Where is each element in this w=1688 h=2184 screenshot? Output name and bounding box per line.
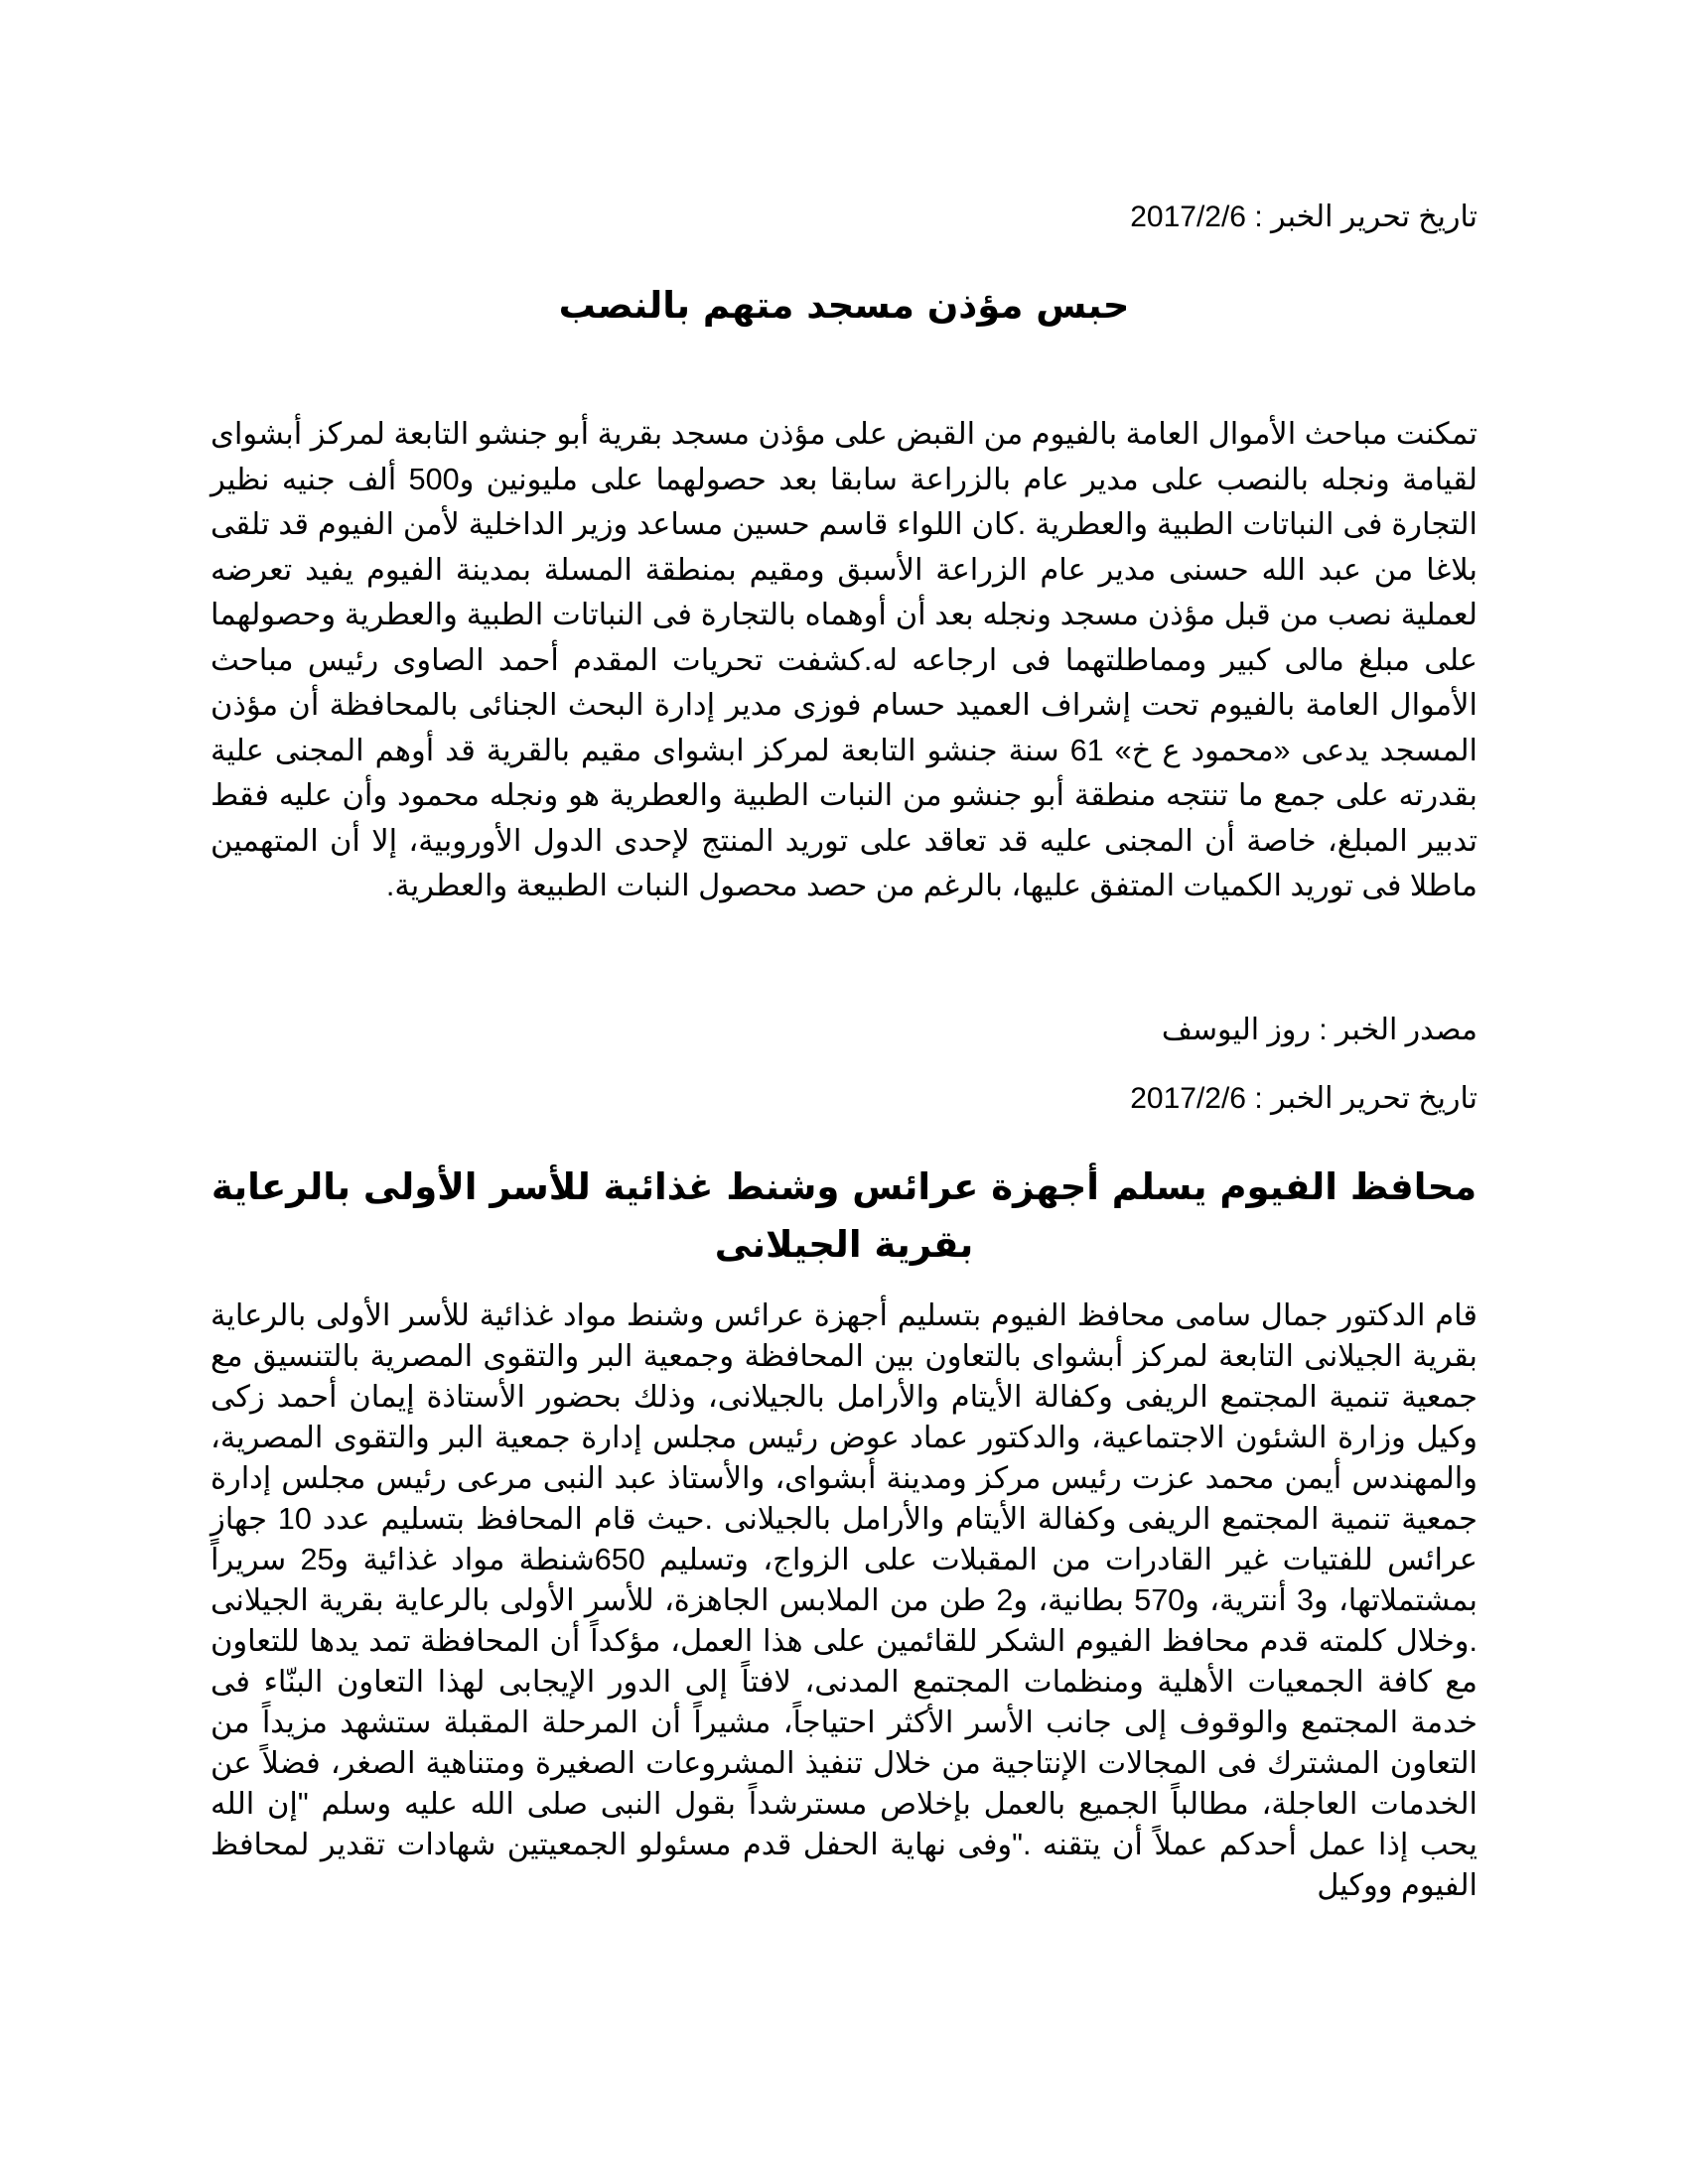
article1-date-label: تاريخ تحرير الخبر : <box>1254 201 1477 233</box>
article2-body: قام الدكتور جمال سامى محافظ الفيوم بتسليم أجهزة عرائس وشنط مواد غذائية للأسر الأولى بالرعاية بقرية الجيلانى التابعة لمركز أبشواى بالتعاون بين المحافظة وجمعية البر والتقوى المصرية بالتنسيق مع جمعية تنمية المجتمع الريفى وكفالة الأيتام والأرامل بالجيلانى، وذلك بحضور الأستاذة إيمان أحمد زكى وكيل وزارة الشئون الاجتماعية، والدكتور عماد عوض رئيس مجلس إدارة جمعية البر والتقوى المصرية، والمهندس أيمن محمد عزت رئيس مركز ومدينة أبشواى، والأستاذ عبد النبى مرعى رئيس مجلس إدارة جمعية تنمية المجتمع الريفى وكفالة الأيتام والأرامل بالجيلانى .حيث قام المحافظ بتسليم عدد 10 جهاز عرائس للفتيات غير القادرات من المقبلات على الزواج، وتسليم 650شنطة مواد غذائية و25 سريراً بمشتملاتها، و3 أنترية، و570 بطانية، و2 طن من الملابس الجاهزة، للأسر الأولى بالرعاية بقرية الجيلانى .وخلال كلمته قدم محافظ الفيوم الشكر للقائمين على هذا العمل، مؤكداً أن المحافظة تمد يدها للتعاون مع كافة الجمعيات الأهلية ومنظمات المجتمع المدنى، لافتاً إلى الدور الإيجابى لهذا التعاون البنّاء فى خدمة المجتمع والوقوف إلى جانب الأسر الأكثر احتياجاً، مشيراً أن المرحلة المقبلة ستشهد مزيداً من التعاون المشترك فى المجالات الإنتاجية من خلال تنفيذ المشروعات الصغيرة ومتناهية الصغر، فضلاً عن الخدمات العاجلة، مطالباً الجميع بالعمل بإخلاص مسترشداً بقول النبى صلى الله عليه وسلم "إن الله يحب إذا عمل أحدكم عملاً أن يتقنه ."وفى نهاية الحفل قدم مسئولو الجمعيتين شهادات تقدير لمحافظ الفيوم ووكيل <box>211 1298 1477 1902</box>
article1-date-value: 2017/2/6 <box>1130 201 1246 233</box>
article1-source-line <box>211 1011 1477 1050</box>
article1-source-value: روز اليوسف <box>1161 1014 1311 1046</box>
article1-body: تمكنت مباحث الأموال العامة بالفيوم من القبض على مؤذن مسجد بقرية أبو جنشو التابعة لمركز أبشواى لقيامة ونجله بالنصب على مدير عام بالزراعة سابقا بعد حصولهما على مليونين و500 ألف جنيه نظير التجارة فى النباتات الطبية والعطرية .كان اللواء قاسم حسين مساعد وزير الداخلية لأمن الفيوم قد تلقى بلاغا من عبد الله حسنى مدير عام الزراعة الأسبق ومقيم بمنطقة المسلة بمدينة الفيوم يفيد تعرضه لعملية نصب من قبل مؤذن مسجد ونجله بعد أن أوهماه بالتجارة فى النباتات الطبية والعطرية وحصولهما على مبلغ مالى كبير ومماطلتهما فى ارجاعه له.كشفت تحريات المقدم أحمد الصاوى رئيس مباحث الأموال العامة بالفيوم تحت إشراف العميد حسام فوزى مدير إدارة البحث الجنائى بالمحافظة أن مؤذن المسجد يدعى «محمود ع خ» 61 سنة جنشو التابعة لمركز ابشواى مقيم بالقرية قد أوهم المجنى علية بقدرته على جمع ما تنتجه منطقة أبو جنشو من النبات الطبية والعطرية هو ونجله محمود وأن عليه فقط تدبير المبلغ، خاصة أن المجنى عليه قد تعاقد على توريد المنتج لإحدى الدول الأوروبية، إلا أن المتهمين ماطلا فى توريد الكميات المتفق عليها، بالرغم من حصد محصول النبات الطبيعة والعطرية. <box>211 417 1477 902</box>
article1-title: حبس مؤذن مسجد متهم بالنصب <box>558 284 1130 327</box>
article2-date-label: تاريخ تحرير الخبر : <box>1254 1082 1477 1115</box>
article2-date-line <box>211 1079 1477 1119</box>
article1-source-label: مصدر الخبر : <box>1319 1014 1477 1046</box>
article2-title: محافظ الفيوم يسلم أجهزة عرائس وشنط غذائية للأسر الأولى بالرعاية بقرية الجيلانى <box>211 1165 1477 1266</box>
article1-date-line <box>211 198 1477 237</box>
article2-date-value: 2017/2/6 <box>1130 1082 1246 1115</box>
